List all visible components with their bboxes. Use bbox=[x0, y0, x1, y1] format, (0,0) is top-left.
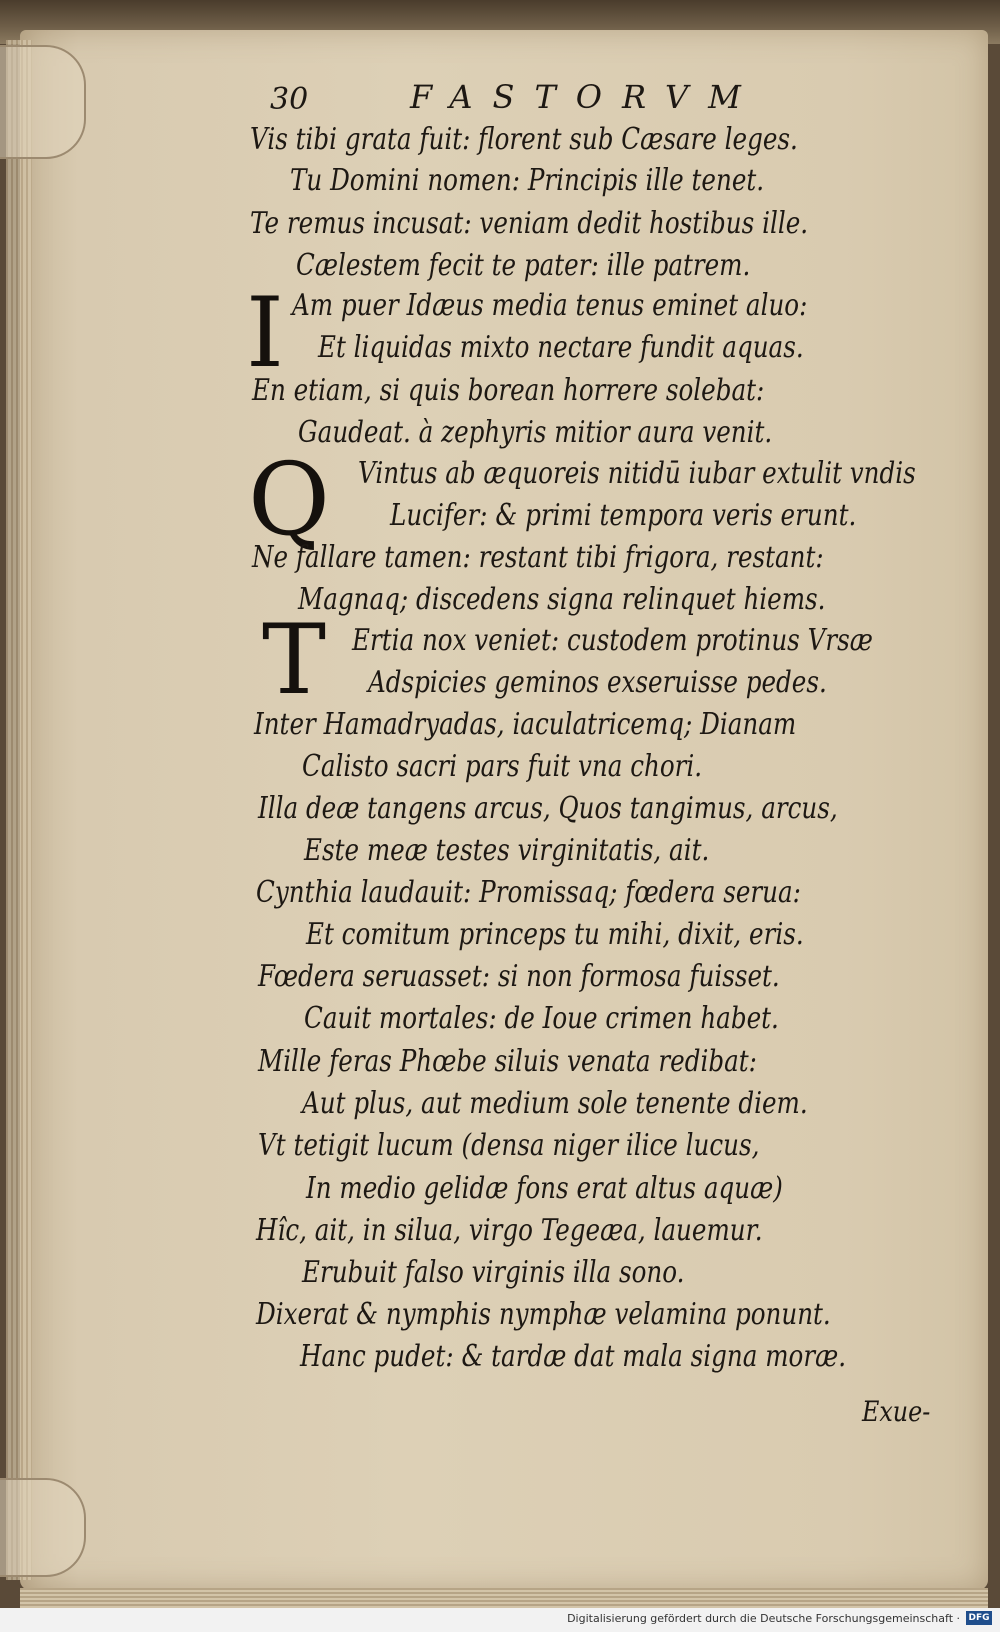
verse-line: Gaudeat. à zephyris mitior aura venit. bbox=[298, 415, 773, 450]
verse-line: Lucifer: & primi tempora veris erunt. bbox=[390, 498, 857, 533]
verse-line: Aut plus, aut medium sole tenente diem. bbox=[302, 1086, 808, 1121]
catchword: Exue- bbox=[862, 1395, 931, 1428]
verse-line: Ne fallare tamen: restant tibi frigora, restant: bbox=[252, 540, 824, 575]
verse-line: Mille feras Phœbe siluis venata redibat: bbox=[258, 1044, 757, 1079]
verse-line: Cælestem fecit te pater: ille patrem. bbox=[296, 248, 751, 283]
verse-line: Ertia nox veniet: custodem protinus Vrsæ bbox=[352, 623, 873, 658]
verse-line: Dixerat & nymphis nymphæ velamina ponunt. bbox=[256, 1297, 831, 1332]
verse-line: Illa deæ tangens arcus, Quos tangimus, arcus, bbox=[258, 791, 838, 826]
verse-line: Hîc, ait, in silua, virgo Tegeæa, lauemur. bbox=[256, 1213, 763, 1248]
verse-line: Fœdera seruasset: si non formosa fuisset. bbox=[258, 959, 780, 994]
verse-line: Magnaq; discedens signa relinquet hiems. bbox=[298, 582, 826, 617]
verse-line: Et comitum princeps tu mihi, dixit, eris. bbox=[306, 917, 804, 952]
verse-line: Et liquidas mixto nectare fundit aquas. bbox=[318, 330, 804, 365]
verse-line: Vintus ab æquoreis nitidū iubar extulit vndis bbox=[358, 456, 916, 491]
page-edges bbox=[6, 40, 32, 1580]
verse-line: Cynthia laudauit: Promissaq; fœdera serua: bbox=[256, 875, 801, 910]
drop-cap-i: I bbox=[246, 277, 284, 389]
funding-credit: Digitalisierung gefördert durch die Deutsche Forschungsgemeinschaft · bbox=[567, 1612, 960, 1625]
verse-line: Vis tibi grata fuit: florent sub Cæsare leges. bbox=[250, 122, 798, 157]
verse-line: Cauit mortales: de Ioue crimen habet. bbox=[304, 1001, 779, 1036]
verse-line: In medio gelidæ fons erat altus aquæ) bbox=[306, 1171, 783, 1206]
book-clip-top bbox=[0, 45, 86, 159]
verse-line: Adspicies geminos exseruisse pedes. bbox=[368, 665, 827, 700]
page-number: 30 bbox=[270, 82, 309, 117]
drop-cap-t: T bbox=[262, 604, 327, 716]
running-head: FASTORVM bbox=[410, 78, 761, 116]
verse-line: Te remus incusat: veniam dedit hostibus ille. bbox=[250, 206, 809, 241]
book-clip-bottom bbox=[0, 1478, 86, 1577]
verse-line: En etiam, si quis borean horrere solebat: bbox=[252, 373, 765, 408]
verse-line: Vt tetigit lucum (densa niger ilice lucus, bbox=[258, 1128, 760, 1163]
verse-line: Inter Hamadryadas, iaculatricemq; Dianam bbox=[254, 707, 797, 742]
verse-line: Erubuit falso virginis illa sono. bbox=[302, 1255, 685, 1290]
verse-line: Am puer Idæus media tenus eminet aluo: bbox=[292, 288, 808, 323]
page-bottom-edge bbox=[20, 1588, 988, 1608]
drop-cap-q: Q bbox=[248, 441, 330, 558]
verse-line: Tu Domini nomen: Principis ille tenet. bbox=[290, 163, 765, 198]
verse-line: Este meæ testes virginitatis, ait. bbox=[304, 833, 710, 868]
verse-line: Calisto sacri pars fuit vna chori. bbox=[302, 749, 703, 784]
verse-line: Hanc pudet: & tardæ dat mala signa moræ. bbox=[300, 1339, 847, 1374]
dfg-logo: DFG bbox=[966, 1611, 992, 1625]
